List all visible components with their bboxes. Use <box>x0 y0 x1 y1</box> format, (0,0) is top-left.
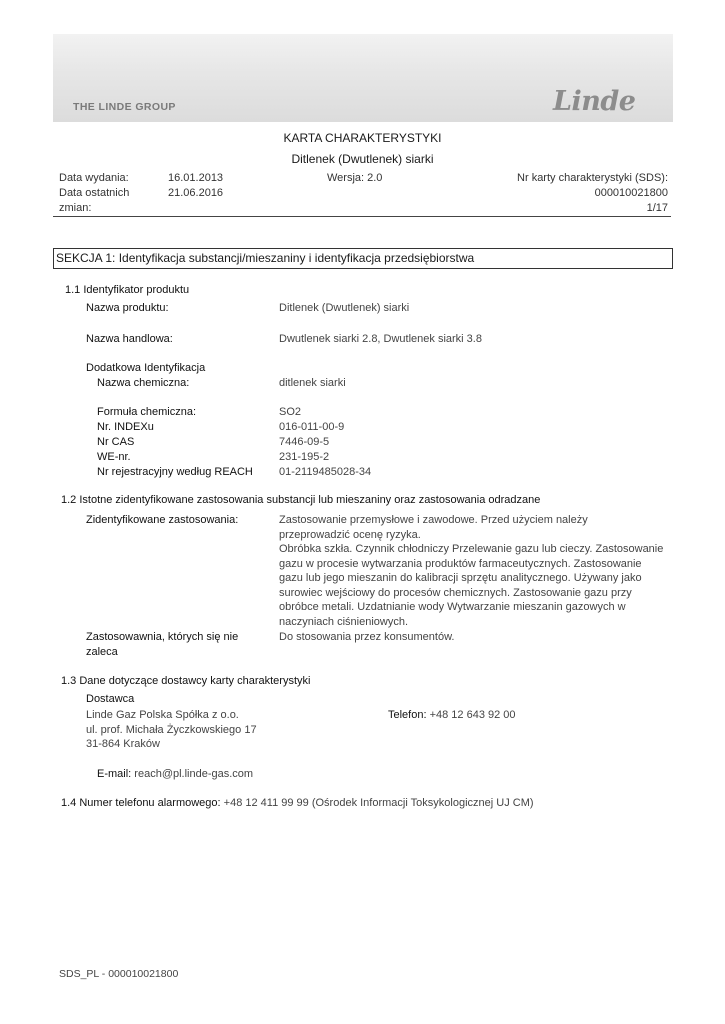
identified-uses-line: przeprowadzić ocenę ryzyka. <box>279 528 421 541</box>
we-label: WE-nr. <box>97 451 131 463</box>
emergency-phone <box>61 796 534 811</box>
supplier-street: ul. prof. Michała Życzkowskiego 17 <box>86 723 257 736</box>
page-number: 1/17 <box>646 202 668 214</box>
supplier-address <box>86 708 257 752</box>
identified-uses-line: naczyniach ciśnieniowych. <box>279 615 409 628</box>
phone-value: +48 12 643 92 00 <box>429 709 516 721</box>
supplier-email <box>97 767 253 782</box>
formula-label: Formuła chemiczna: <box>97 406 197 418</box>
identified-uses-line: Zastosowanie przemysłowe i zawodowe. Przed użyciem należy <box>279 514 588 526</box>
issue-date-value: 16.01.2013 <box>168 172 224 184</box>
header-divider <box>53 216 671 217</box>
supplier-name: Linde Gaz Polska Spółka z o.o. <box>86 709 239 721</box>
version: Wersja: 2.0 <box>327 172 383 184</box>
group-name: THE LINDE GROUP <box>73 101 176 113</box>
reach-label: Nr rejestracyjny według REACH <box>97 466 253 478</box>
emergency-phone-label: 1.4 Numer telefonu alarmowego: <box>61 797 221 809</box>
revision-date-label-1: Data ostatnich <box>59 187 130 199</box>
trade-name-value: Dwutlenek siarki 2.8, Dwutlenek siarki 3.8 <box>279 333 482 345</box>
cas-value: 7446-09-5 <box>279 436 330 448</box>
product-name-value: Ditlenek (Dwutlenek) siarki <box>279 302 410 314</box>
not-recommended-label-1: Zastosowawnia, których się nie <box>86 631 239 643</box>
sds-number-label: Nr karty charakterystyki (SDS): <box>517 172 668 184</box>
identified-uses-line: gazu w procesie wytwarzania produktów farmaceutycznych. Zastosowanie <box>279 557 642 570</box>
revision-date-value: 21.06.2016 <box>168 187 224 199</box>
linde-logo: Linde <box>553 86 636 117</box>
issue-date-label: Data wydania: <box>59 172 129 184</box>
index-label: Nr. INDEXu <box>97 421 154 433</box>
identified-uses-line: Obróbka szkła. Czynnik chłodniczy Przelewanie gazu lub cieczy. Zastosowanie <box>279 543 664 555</box>
sds-number-value: 000010021800 <box>594 187 668 199</box>
not-recommended-value: Do stosowania przez konsumentów. <box>279 631 455 643</box>
email-link[interactable]: reach@pl.linde-gas.com <box>134 768 254 780</box>
product-name-label: Nazwa produktu: <box>86 302 169 314</box>
section-1-heading: SEKCJA 1: Identyfikacja substancji/mieszaniny i identyfikacja przedsiębiorstwa <box>53 248 673 269</box>
identified-uses-text <box>279 513 671 629</box>
additional-identification: Dodatkowa Identyfikacja <box>86 362 206 374</box>
not-recommended-label-2: zaleca <box>86 646 118 658</box>
formula-value: SO2 <box>279 406 302 418</box>
identified-uses-label: Zidentyfikowane zastosowania: <box>86 514 239 526</box>
chemical-name-value: ditlenek siarki <box>279 377 346 389</box>
document-title: KARTA CHARAKTERYSTYKI <box>283 131 442 145</box>
reach-value: 01-2119485028-34 <box>279 466 372 478</box>
index-value: 016-011-00-9 <box>279 421 345 433</box>
chemical-name-label: Nazwa chemiczna: <box>97 377 190 389</box>
identified-uses-line: surowiec wejściowy do procesów chemicznych. Zastosowanie gazu przy <box>279 586 632 599</box>
subsection-1-2-heading: 1.2 Istotne zidentyfikowane zastosowania substancji lub mieszaniny oraz zastosowania odradzane <box>61 494 541 506</box>
email-label: E-mail: <box>97 768 132 780</box>
supplier-label: Dostawca <box>86 693 135 705</box>
identified-uses-line: obróbce metali. Uzdatnianie wody Wytwarzanie mieszanin gazowych w <box>279 601 626 613</box>
we-value: 231-195-2 <box>279 451 330 463</box>
supplier-phone <box>388 708 516 723</box>
footer-sds-id: SDS_PL - 000010021800 <box>59 968 179 980</box>
emergency-phone-value: +48 12 411 99 99 (Ośrodek Informacji Toksykologicznej UJ CM) <box>223 797 534 809</box>
cas-label: Nr CAS <box>97 436 135 448</box>
revision-date-label-2: zmian: <box>59 202 92 214</box>
subsection-1-1-heading: 1.1 Identyfikator produktu <box>65 284 190 296</box>
product-title: Ditlenek (Dwutlenek) siarki <box>291 152 434 166</box>
identified-uses-line: gazu lub jego mieszanin do kalibracji sprzętu analitycznego. Używany jako <box>279 572 642 584</box>
trade-name-label: Nazwa handlowa: <box>86 333 173 345</box>
phone-label: Telefon: <box>388 709 427 721</box>
subsection-1-3-heading: 1.3 Dane dotyczące dostawcy karty charakterystyki <box>61 675 311 687</box>
supplier-city: 31-864 Kraków <box>86 738 160 750</box>
